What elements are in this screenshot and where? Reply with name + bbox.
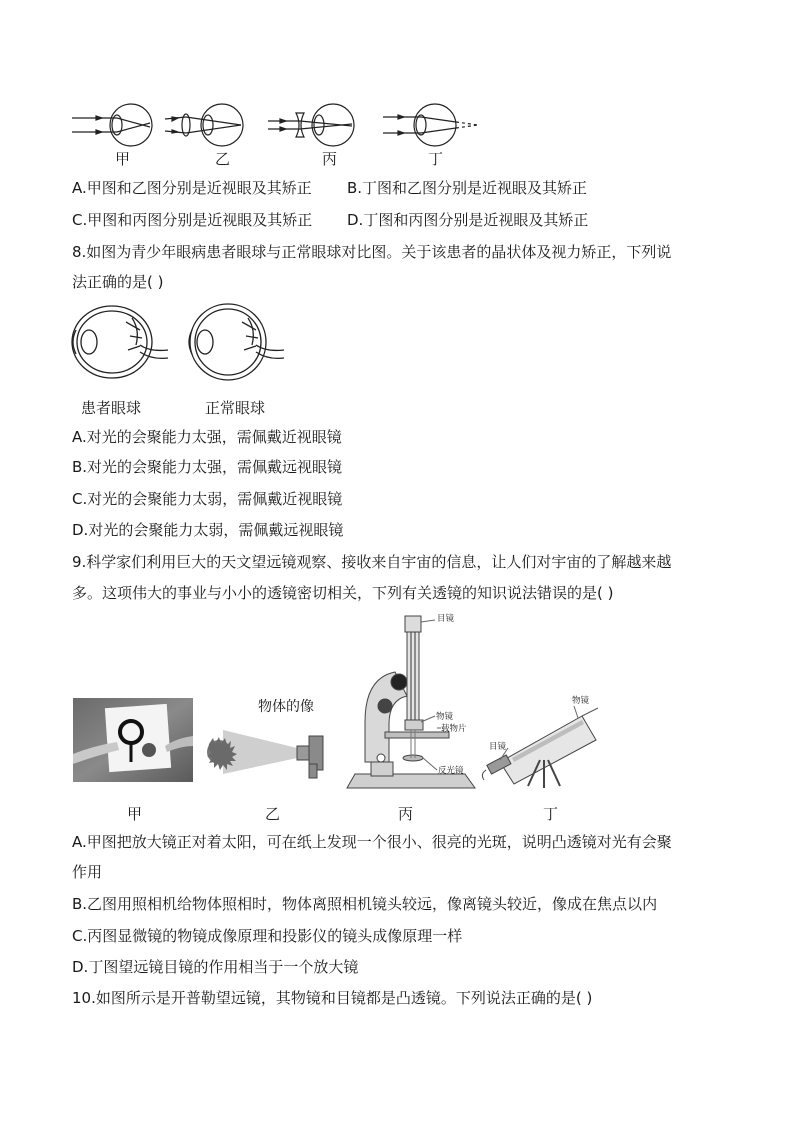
- q7-label-yi: 乙: [215, 150, 231, 168]
- normal-eyeball: [189, 304, 284, 380]
- microscope-mirror-label: 反光镜: [438, 766, 464, 776]
- q9-option-a-line2: 作用: [72, 863, 103, 881]
- q10-stem: 10.如图所示是开普勒望远镜，其物镜和目镜都是凸透镜。下列说法正确的是( ): [72, 989, 593, 1007]
- q8-option-a: A.对光的会聚能力太强，需佩戴近视眼镜: [72, 428, 342, 446]
- q8-option-d: D.对光的会聚能力太弱，需佩戴远视眼镜: [72, 521, 344, 539]
- microscope-diagram: [345, 612, 485, 792]
- microscope-eyepiece-label: 目镜: [437, 614, 455, 624]
- q9-label-bing: 丙: [398, 805, 414, 823]
- q9-option-c: C.丙图显微镜的物镜成像原理和投影仪的镜头成像原理一样: [72, 927, 463, 945]
- q8-eyeball-figures: [0, 0, 794, 420]
- q8-stem-line1: 8.如图为青少年眼病患者眼球与正常眼球对比图。关于该患者的晶状体及视力矫正，下列说: [72, 243, 672, 261]
- q8-option-b: B.对光的会聚能力太强，需佩戴远视眼镜: [72, 458, 343, 476]
- q9-label-yi: 乙: [265, 805, 281, 823]
- microscope-objective-label: 物镜: [436, 712, 454, 722]
- microscope-slide-label: 载物片: [441, 724, 467, 734]
- q9-stem-line1: 9.科学家们利用巨大的天文望远镜观察、接收来自宇宙的信息，让人们对宇宙的了解越来越: [72, 553, 672, 571]
- q8-option-c: C.对光的会聚能力太弱，需佩戴近视眼镜: [72, 490, 343, 508]
- q9-label-jia: 甲: [127, 805, 143, 823]
- q7-label-bing: 丙: [322, 150, 338, 168]
- q7-option-d: D.丁图和丙图分别是近视眼及其矫正: [347, 211, 589, 229]
- q8-stem-line2: 法正确的是( ): [72, 273, 164, 291]
- q9-option-a-line1: A.甲图把放大镜正对着太阳，可在纸上发现一个很小、很亮的光斑，说明凸透镜对光有会聚: [72, 833, 672, 851]
- telescope-eyepiece-label: 目镜: [489, 742, 507, 752]
- q8-label-normal: 正常眼球: [205, 399, 266, 417]
- q7-option-c: C.甲图和丙图分别是近视眼及其矫正: [72, 211, 313, 229]
- q9-label-ding: 丁: [543, 805, 559, 823]
- telescope-objective-label: 物镜: [572, 696, 590, 706]
- q9-option-d: D.丁图望远镜目镜的作用相当于一个放大镜: [72, 958, 359, 976]
- patient-eyeball: [72, 306, 168, 378]
- q8-label-patient: 患者眼球: [81, 399, 142, 417]
- q7-option-b: B.丁图和乙图分别是近视眼及其矫正: [347, 179, 588, 197]
- q9-image-caption: 物体的像: [258, 699, 314, 715]
- q7-label-ding: 丁: [428, 150, 444, 168]
- q7-option-a: A.甲图和乙图分别是近视眼及其矫正: [72, 179, 312, 197]
- camera-diagram: [205, 722, 335, 782]
- q7-label-jia: 甲: [115, 150, 131, 168]
- magnifier-photo: [73, 698, 193, 782]
- q9-option-b: B.乙图用照相机给物体照相时，物体离照相机镜头较远，像离镜头较近，像成在焦点以内: [72, 895, 658, 913]
- q9-stem-line2: 多。这项伟大的事业与小小的透镜密切相关，下列有关透镜的知识说法错误的是( ): [72, 584, 614, 602]
